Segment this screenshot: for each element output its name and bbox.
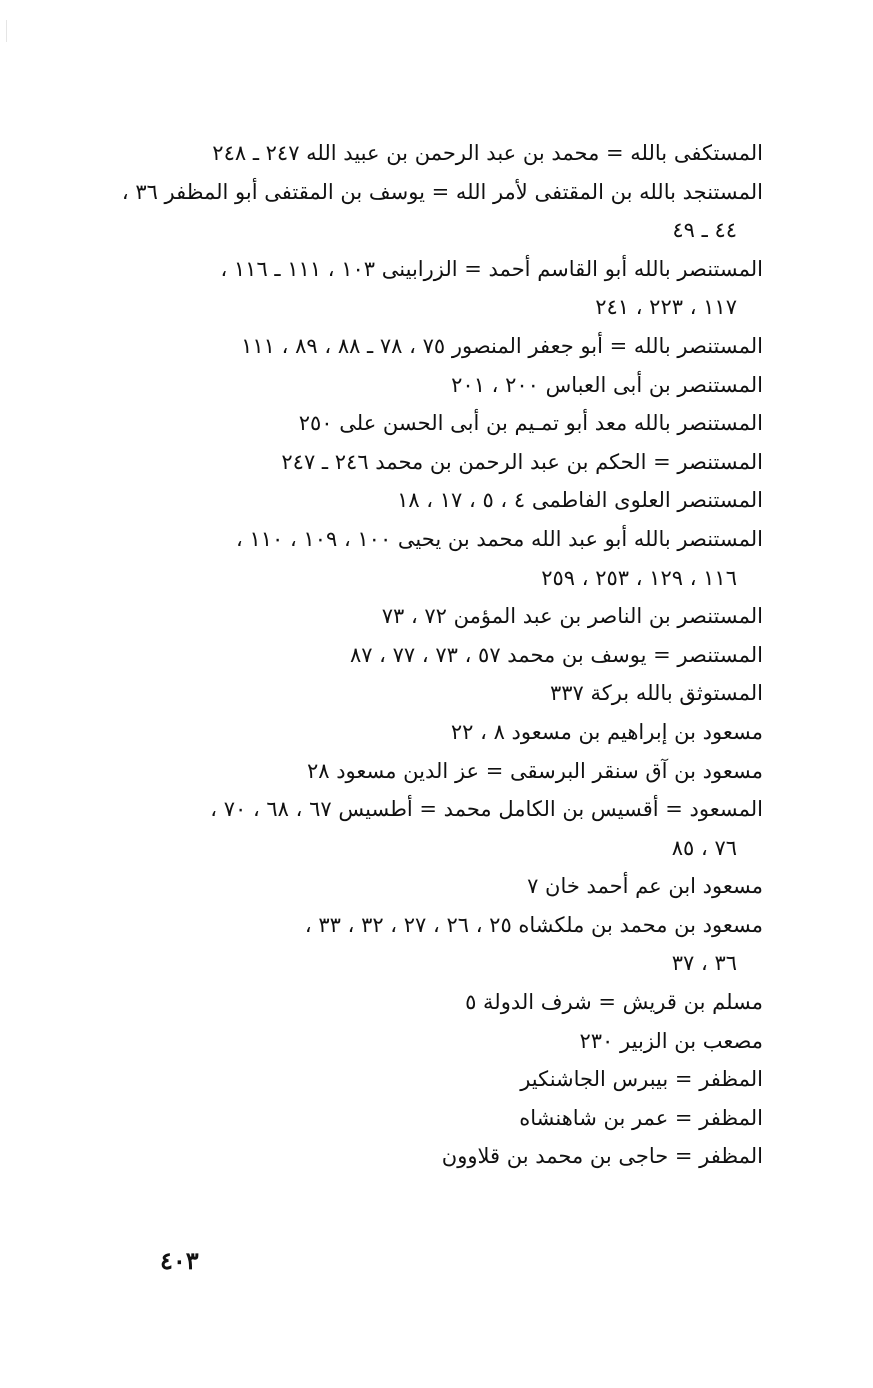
index-entry: المستنصر بالله أبو عبد الله محمد بن يحيى ١٠٠ ، ١٠٩ ، ١١٠ ، [235, 526, 763, 551]
index-entry-continuation: ٤٤ ـ ٤٩ [672, 218, 737, 243]
index-entry-continuation: ١١٦ ، ١٢٩ ، ٢٥٣ ، ٢٥٩ [541, 565, 737, 590]
index-entry: المستنصر بن الناصر بن عبد المؤمن ٧٢ ، ٧٣ [381, 604, 763, 629]
index-entry: مسعود بن محمد بن ملكشاه ٢٥ ، ٢٦ ، ٢٧ ، ٣٢ ، ٣٣ ، [304, 912, 763, 937]
index-entry: المستكفى بالله = محمد بن عبد الرحمن بن عبيد الله ٢٤٧ ـ ٢٤٨ [212, 141, 763, 165]
index-entry: المسعود = أقسيس بن الكامل محمد = أطسيس ٦٧ ، ٦٨ ، ٧٠ ، [210, 797, 763, 822]
index-entry: مصعب بن الزبير ٢٣٠ [579, 1028, 763, 1053]
page-number: ٤٠٣ [160, 1246, 199, 1275]
index-list [103, 134, 763, 1176]
index-entry: المستنصر بالله = أبو جعفر المنصور ٧٥ ، ٧٨ ـ ٨٨ ، ٨٩ ، ١١١ [241, 333, 763, 358]
index-entry: مسعود بن آق سنقر البرسقى = عز الدين مسعود ٢٨ [306, 758, 763, 783]
index-entry-continuation: ١١٧ ، ٢٢٣ ، ٢٤١ [595, 295, 737, 320]
index-entry: المستنصر = يوسف بن محمد ٥٧ ، ٧٣ ، ٧٧ ، ٨٧ [349, 642, 763, 667]
index-entry: المستنصر بالله أبو القاسم أحمد = الزرابينى ١٠٣ ، ١١١ ـ ١١٦ ، [220, 256, 763, 281]
index-entry: مسعود بن إبراهيم بن مسعود ٨ ، ٢٢ [450, 719, 763, 744]
index-entry: المستنصر = الحكم بن عبد الرحمن بن محمد ٢٤٦ ـ ٢٤٧ [281, 449, 763, 474]
page-edge-mark [6, 20, 7, 42]
index-entry: المستوثق بالله بركة ٣٣٧ [549, 681, 763, 706]
index-entry: المستنصر بن أبى العباس ٢٠٠ ، ٢٠١ [451, 372, 763, 397]
index-entry: المستنجد بالله بن المقتفى لأمر الله = يوسف بن المقتفى أبو المظفر ٣٦ ، [121, 179, 763, 204]
index-entry-continuation: ٧٦ ، ٨٥ [671, 835, 737, 860]
index-entry: المظفر = عمر بن شاهنشاه [519, 1105, 763, 1130]
index-entry: مسلم بن قريش = شرف الدولة ٥ [465, 990, 763, 1015]
index-entry: المستنصر العلوى الفاطمى ٤ ، ٥ ، ١٧ ، ١٨ [397, 488, 763, 513]
index-entry: مسعود ابن عم أحمد خان ٧ [527, 874, 763, 899]
index-entry-continuation: ٣٦ ، ٣٧ [671, 951, 737, 976]
index-entry: المظفر = بيبرس الجاشنكير [520, 1067, 763, 1092]
index-entry: المستنصر بالله معد أبو تمـيم بن أبى الحسن على ٢٥٠ [298, 411, 763, 436]
index-entry: المظفر = حاجى بن محمد بن قلاوون [441, 1144, 763, 1169]
